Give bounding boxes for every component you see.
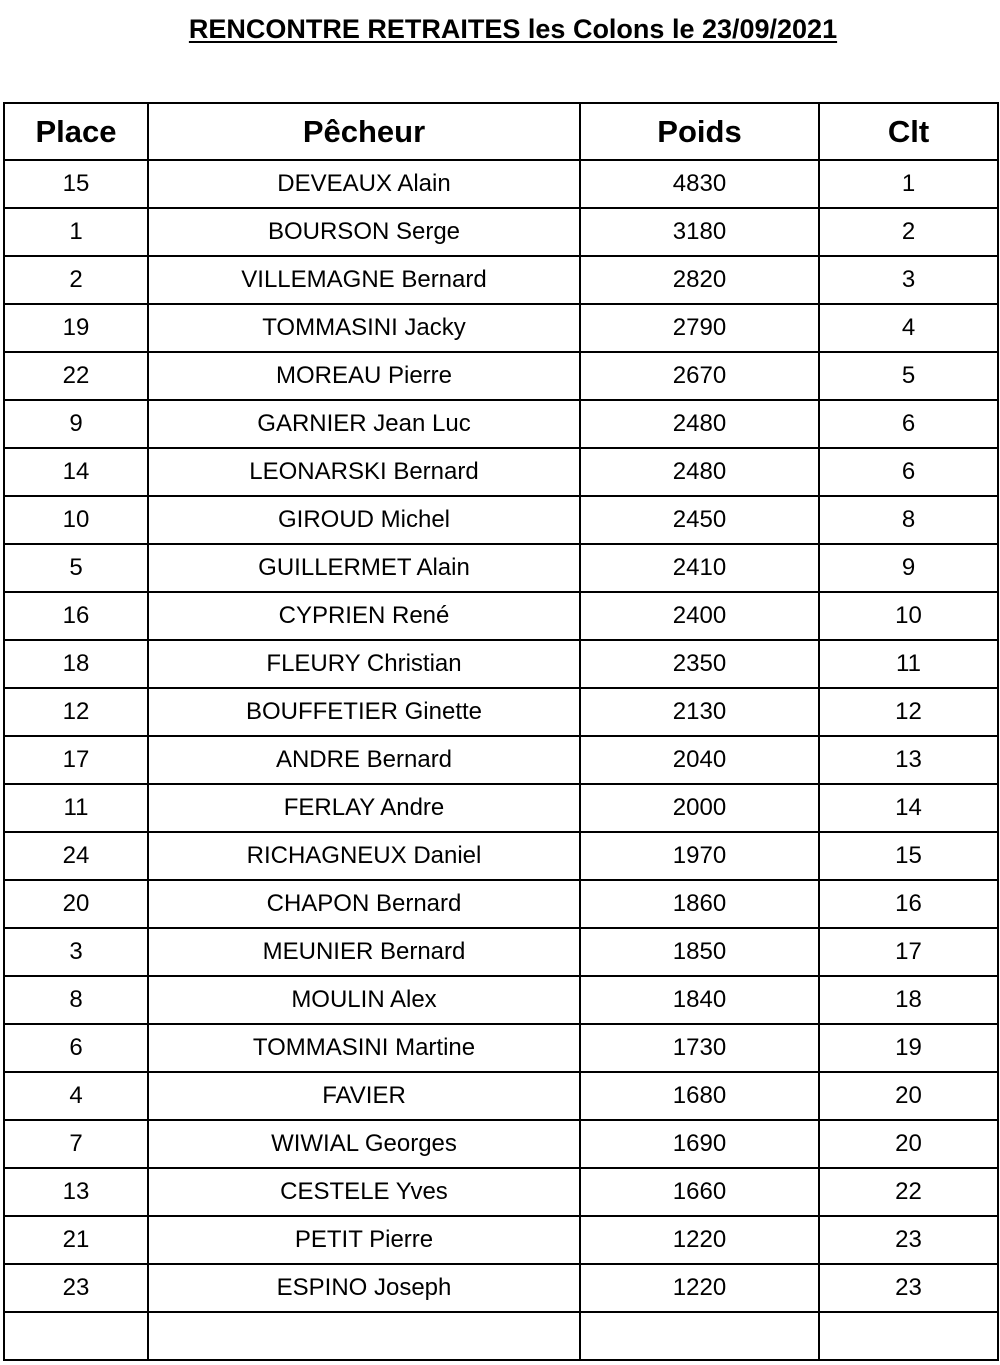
cell-poids: 2820 xyxy=(580,256,819,304)
cell-pecheur: CESTELE Yves xyxy=(148,1168,580,1216)
cell-pecheur: GARNIER Jean Luc xyxy=(148,400,580,448)
cell-clt: 16 xyxy=(819,880,998,928)
cell-clt: 3 xyxy=(819,256,998,304)
cell-place: 13 xyxy=(4,1168,148,1216)
cell-clt xyxy=(819,1312,998,1360)
document-title: RENCONTRE RETRAITES les Colons le 23/09/2021 xyxy=(188,14,838,44)
table-row xyxy=(4,736,998,784)
table-row xyxy=(4,688,998,736)
cell-poids: 1220 xyxy=(580,1264,819,1312)
cell-place: 23 xyxy=(4,1264,148,1312)
cell-poids: 2000 xyxy=(580,784,819,832)
cell-poids: 2450 xyxy=(580,496,819,544)
cell-pecheur: CHAPON Bernard xyxy=(148,880,580,928)
cell-pecheur: WIWIAL Georges xyxy=(148,1120,580,1168)
cell-pecheur xyxy=(148,1312,580,1360)
cell-pecheur: FLEURY Christian xyxy=(148,640,580,688)
cell-place xyxy=(4,1312,148,1360)
cell-place: 14 xyxy=(4,448,148,496)
cell-place: 1 xyxy=(4,208,148,256)
header-pecheur: Pêcheur xyxy=(148,103,580,160)
cell-clt: 8 xyxy=(819,496,998,544)
cell-place: 5 xyxy=(4,544,148,592)
cell-poids: 1220 xyxy=(580,1216,819,1264)
table-row xyxy=(4,1312,998,1360)
cell-clt: 19 xyxy=(819,1024,998,1072)
cell-pecheur: TOMMASINI Jacky xyxy=(148,304,580,352)
cell-place: 16 xyxy=(4,592,148,640)
cell-pecheur: FAVIER xyxy=(148,1072,580,1120)
cell-place: 2 xyxy=(4,256,148,304)
cell-clt: 12 xyxy=(819,688,998,736)
cell-place: 22 xyxy=(4,352,148,400)
cell-poids: 1840 xyxy=(580,976,819,1024)
cell-clt: 20 xyxy=(819,1120,998,1168)
cell-poids: 2040 xyxy=(580,736,819,784)
header-place: Place xyxy=(4,103,148,160)
cell-place: 15 xyxy=(4,160,148,208)
table-row xyxy=(4,160,998,208)
cell-poids: 2130 xyxy=(580,688,819,736)
cell-clt: 20 xyxy=(819,1072,998,1120)
cell-pecheur: GIROUD Michel xyxy=(148,496,580,544)
cell-poids: 1730 xyxy=(580,1024,819,1072)
cell-clt: 6 xyxy=(819,400,998,448)
cell-clt: 23 xyxy=(819,1264,998,1312)
cell-place: 19 xyxy=(4,304,148,352)
cell-place: 18 xyxy=(4,640,148,688)
cell-poids: 3180 xyxy=(580,208,819,256)
cell-pecheur: CYPRIEN René xyxy=(148,592,580,640)
cell-clt: 4 xyxy=(819,304,998,352)
cell-clt: 2 xyxy=(819,208,998,256)
cell-clt: 22 xyxy=(819,1168,998,1216)
cell-clt: 18 xyxy=(819,976,998,1024)
cell-clt: 15 xyxy=(819,832,998,880)
cell-poids: 1970 xyxy=(580,832,819,880)
cell-clt: 10 xyxy=(819,592,998,640)
cell-place: 9 xyxy=(4,400,148,448)
cell-pecheur: RICHAGNEUX Daniel xyxy=(148,832,580,880)
cell-clt: 14 xyxy=(819,784,998,832)
cell-place: 4 xyxy=(4,1072,148,1120)
cell-poids xyxy=(580,1312,819,1360)
table-row xyxy=(4,592,998,640)
table-row xyxy=(4,448,998,496)
table-row xyxy=(4,784,998,832)
table-row xyxy=(4,208,998,256)
table-row xyxy=(4,1264,998,1312)
table-row xyxy=(4,880,998,928)
table-row xyxy=(4,352,998,400)
table-row xyxy=(4,1024,998,1072)
cell-pecheur: MEUNIER Bernard xyxy=(148,928,580,976)
table-row xyxy=(4,304,998,352)
cell-clt: 13 xyxy=(819,736,998,784)
cell-place: 10 xyxy=(4,496,148,544)
cell-poids: 1690 xyxy=(580,1120,819,1168)
results-table xyxy=(3,102,999,1361)
cell-poids: 1850 xyxy=(580,928,819,976)
cell-pecheur: VILLEMAGNE Bernard xyxy=(148,256,580,304)
cell-place: 20 xyxy=(4,880,148,928)
table-body xyxy=(4,160,998,1360)
cell-clt: 6 xyxy=(819,448,998,496)
table-row xyxy=(4,496,998,544)
cell-place: 11 xyxy=(4,784,148,832)
cell-poids: 2410 xyxy=(580,544,819,592)
table-row xyxy=(4,928,998,976)
cell-clt: 17 xyxy=(819,928,998,976)
table-row xyxy=(4,976,998,1024)
table-row xyxy=(4,1120,998,1168)
table-row xyxy=(4,256,998,304)
cell-pecheur: BOURSON Serge xyxy=(148,208,580,256)
cell-clt: 23 xyxy=(819,1216,998,1264)
table-row xyxy=(4,1216,998,1264)
cell-clt: 5 xyxy=(819,352,998,400)
cell-place: 21 xyxy=(4,1216,148,1264)
cell-place: 24 xyxy=(4,832,148,880)
table-row xyxy=(4,640,998,688)
header-row xyxy=(4,103,998,160)
cell-pecheur: LEONARSKI Bernard xyxy=(148,448,580,496)
cell-place: 7 xyxy=(4,1120,148,1168)
cell-poids: 2480 xyxy=(580,448,819,496)
cell-poids: 2480 xyxy=(580,400,819,448)
cell-pecheur: GUILLERMET Alain xyxy=(148,544,580,592)
cell-place: 6 xyxy=(4,1024,148,1072)
cell-pecheur: MOULIN Alex xyxy=(148,976,580,1024)
cell-pecheur: ESPINO Joseph xyxy=(148,1264,580,1312)
cell-place: 12 xyxy=(4,688,148,736)
table-row xyxy=(4,832,998,880)
cell-pecheur: MOREAU Pierre xyxy=(148,352,580,400)
cell-place: 8 xyxy=(4,976,148,1024)
cell-poids: 4830 xyxy=(580,160,819,208)
cell-poids: 1860 xyxy=(580,880,819,928)
cell-clt: 9 xyxy=(819,544,998,592)
header-clt: Clt xyxy=(819,103,998,160)
table-row xyxy=(4,1168,998,1216)
cell-poids: 2400 xyxy=(580,592,819,640)
cell-pecheur: FERLAY Andre xyxy=(148,784,580,832)
cell-poids: 1660 xyxy=(580,1168,819,1216)
cell-pecheur: TOMMASINI Martine xyxy=(148,1024,580,1072)
table-header xyxy=(4,103,998,160)
table-row xyxy=(4,544,998,592)
table-row xyxy=(4,400,998,448)
cell-clt: 1 xyxy=(819,160,998,208)
cell-clt: 11 xyxy=(819,640,998,688)
cell-pecheur: ANDRE Bernard xyxy=(148,736,580,784)
table-row xyxy=(4,1072,998,1120)
header-poids: Poids xyxy=(580,103,819,160)
cell-place: 17 xyxy=(4,736,148,784)
cell-poids: 2790 xyxy=(580,304,819,352)
cell-poids: 2670 xyxy=(580,352,819,400)
cell-poids: 2350 xyxy=(580,640,819,688)
cell-pecheur: BOUFFETIER Ginette xyxy=(148,688,580,736)
cell-place: 3 xyxy=(4,928,148,976)
cell-poids: 1680 xyxy=(580,1072,819,1120)
cell-pecheur: DEVEAUX Alain xyxy=(148,160,580,208)
cell-pecheur: PETIT Pierre xyxy=(148,1216,580,1264)
